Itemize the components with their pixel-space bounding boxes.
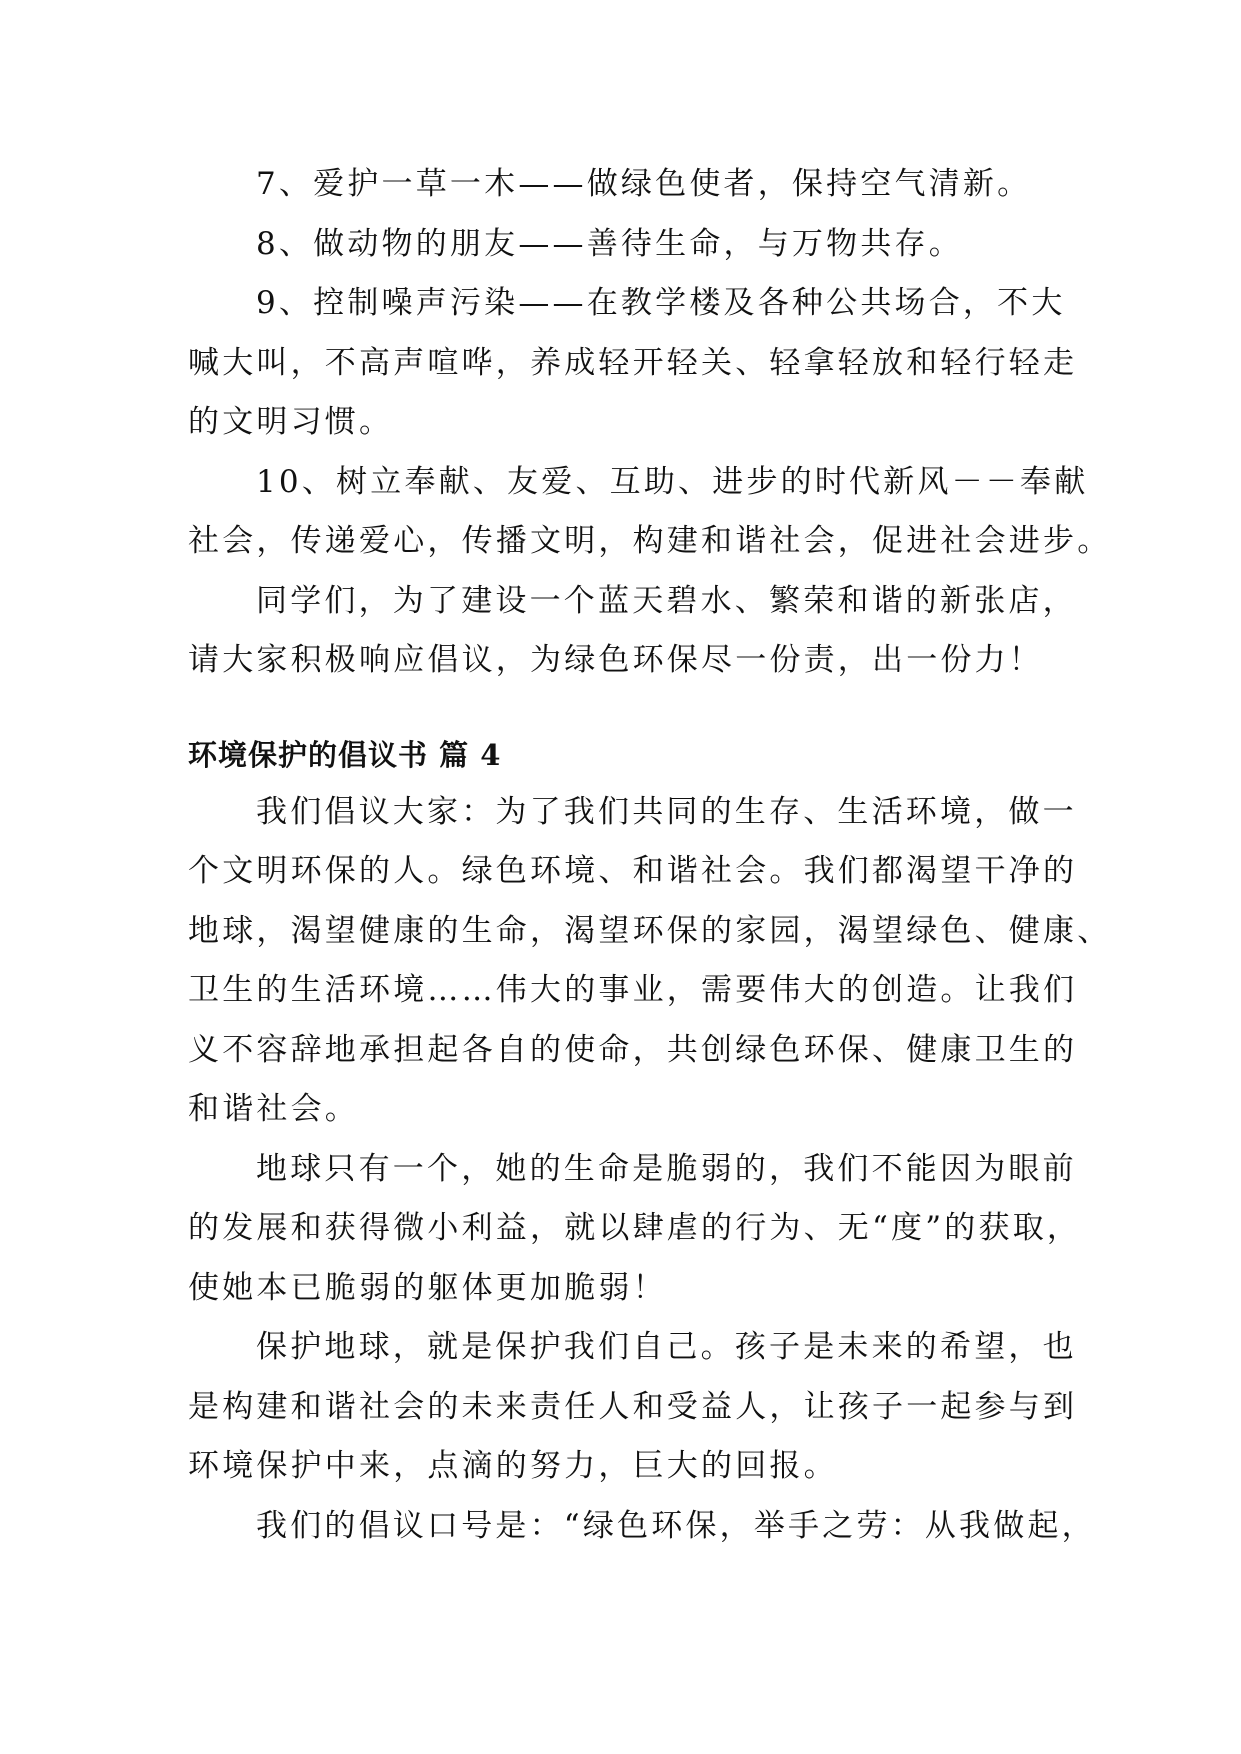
text-line: 7、爱护一草一木——做绿色使者，保持空气清新。: [256, 166, 1032, 202]
text-line: 同学们，为了建设一个蓝天碧水、繁荣和谐的新张店，: [256, 582, 1077, 619]
text-line: 保护地球，就是保护我们自己。孩子是未来的希望，也: [256, 1329, 1077, 1365]
text-line: 9、控制噪声污染——在教学楼及各种公共场合，不大: [256, 285, 1066, 321]
text-line: 使她本已脆弱的躯体更加脆弱！: [188, 1269, 667, 1306]
text-line: 地球，渴望健康的生命，渴望环保的家园，渴望绿色、健康、: [188, 912, 1112, 949]
paragraph-closing: [188, 572, 1077, 691]
section-heading: 环境保护的倡议书 篇 4: [188, 737, 502, 772]
paragraph-item-9: [188, 274, 1078, 453]
paragraph-protect: [188, 1318, 1078, 1497]
text-line: 环境保护中来，点滴的努力，巨大的回报。: [188, 1448, 838, 1484]
section-before: [188, 155, 1112, 691]
text-line: 8、做动物的朋友——善待生命，与万物共存。: [256, 225, 963, 262]
paragraph-proposal: [188, 783, 1112, 1140]
text-line: 我们的倡议口号是：“绿色环保，举手之劳：从我做起，: [256, 1507, 1096, 1544]
text-line: 社会，传递爱心，传播文明，构建和谐社会，促进社会进步。: [188, 523, 1112, 559]
text-line: 地球只有一个，她的生命是脆弱的，我们不能因为眼前: [256, 1150, 1077, 1187]
text-line: 义不容辞地承担起各自的使命，共创绿色环保、健康卫生的: [188, 1031, 1078, 1068]
text-line: 的文明习惯。: [188, 404, 394, 440]
text-line: 喊大叫，不高声喧哗，养成轻开轻关、轻拿轻放和轻行轻走: [188, 344, 1078, 381]
text-line: 10、树立奉献、友爱、互助、进步的时代新风－－奉献: [256, 463, 1089, 500]
section-after: [188, 783, 1112, 1557]
paragraph-item-10: [188, 453, 1112, 572]
paragraph-slogan: [188, 1497, 1096, 1557]
paragraph-earth: [188, 1140, 1082, 1319]
document-page: [188, 155, 1112, 1556]
text-line: 的发展和获得微小利益，就以肆虐的行为、无“度”的获取，: [188, 1210, 1082, 1246]
text-line: 是构建和谐社会的未来责任人和受益人，让孩子一起参与到: [188, 1388, 1078, 1425]
text-line: 请大家积极响应倡议，为绿色环保尽一份责，出一份力！: [188, 642, 1043, 678]
text-line: 和谐社会。: [188, 1091, 359, 1127]
text-line: 我们倡议大家：为了我们共同的生存、生活环境，做一: [256, 793, 1077, 830]
text-line: 卫生的生活环境……伟大的事业，需要伟大的创造。让我们: [188, 972, 1078, 1008]
text-line: 个文明环保的人。绿色环境、和谐社会。我们都渴望干净的: [188, 853, 1078, 889]
paragraph-item-7: [188, 155, 1060, 215]
paragraph-item-8: [188, 215, 1060, 275]
